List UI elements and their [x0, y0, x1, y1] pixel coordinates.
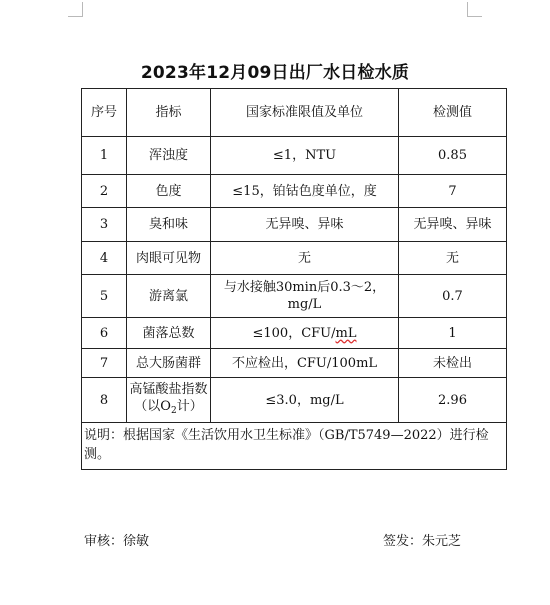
indicator-subscript: 2: [170, 405, 177, 416]
table-row: [82, 242, 507, 275]
serial-cell: 5: [82, 275, 127, 318]
serial-cell: 3: [82, 208, 127, 242]
serial-cell: 6: [82, 318, 127, 349]
header-limit: 国家标准限值及单位: [211, 89, 399, 137]
serial-cell: 1: [82, 137, 127, 175]
value-cell: 7: [399, 175, 507, 208]
limit-text: ≤100，CFU/: [252, 325, 336, 341]
header-value: 检测值: [399, 89, 507, 137]
reviewer-signature: 审核：徐敏: [84, 534, 150, 549]
limit-cell: ≤1，NTU: [211, 137, 399, 175]
value-cell: 无异嗅、异味: [399, 208, 507, 242]
limit-cell: ≤3.0，mg/L: [211, 378, 399, 423]
table-row: [82, 378, 507, 423]
table-row: [82, 175, 507, 208]
indicator-cell: 浑浊度: [127, 137, 211, 175]
indicator-cell: [127, 378, 211, 423]
issuer-signature: 签发：朱元芝: [383, 534, 462, 549]
indicator-cell: 臭和味: [127, 208, 211, 242]
limit-line-2: mg/L: [287, 297, 322, 312]
table-row: [82, 349, 507, 378]
note-row: [82, 423, 507, 470]
value-cell: 1: [399, 318, 507, 349]
indicator-cell: 色度: [127, 175, 211, 208]
limit-unit-spellcheck: mL: [335, 325, 357, 341]
limit-cell: 不应检出，CFU/100mL: [211, 349, 399, 378]
indicator-line-2-post: 计）: [176, 398, 203, 414]
page-corner-mark-left: [68, 2, 83, 17]
page-corner-mark-right: [467, 2, 482, 17]
table-row: [82, 137, 507, 175]
value-cell: 0.85: [399, 137, 507, 175]
header-indicator: 指标: [127, 89, 211, 137]
limit-cell: 无异嗅、异味: [211, 208, 399, 242]
limit-cell: [211, 275, 399, 318]
indicator-cell: 肉眼可见物: [127, 242, 211, 275]
limit-cell: ≤15，铂钴色度单位，度: [211, 175, 399, 208]
indicator-cell: 总大肠菌群: [127, 349, 211, 378]
value-cell: 无: [399, 242, 507, 275]
water-quality-table: [81, 88, 507, 470]
header-serial: 序号: [82, 89, 127, 137]
limit-line-1: 与水接触30min后0.3～2，: [223, 280, 386, 295]
indicator-line-2-pre: （以O: [134, 398, 171, 414]
table-row: [82, 318, 507, 349]
value-cell: 2.96: [399, 378, 507, 423]
indicator-cell: 菌落总数: [127, 318, 211, 349]
serial-cell: 2: [82, 175, 127, 208]
table-row: [82, 208, 507, 242]
document-title: 2023年12月09日出厂水日检水质: [140, 63, 410, 83]
serial-cell: 4: [82, 242, 127, 275]
indicator-line-1: 高锰酸盐指数: [129, 381, 208, 397]
value-cell: 0.7: [399, 275, 507, 318]
limit-cell: [211, 318, 399, 349]
indicator-cell: 游离氯: [127, 275, 211, 318]
table-row: [82, 275, 507, 318]
serial-cell: 7: [82, 349, 127, 378]
value-cell: 未检出: [399, 349, 507, 378]
serial-cell: 8: [82, 378, 127, 423]
note-text: 说明：根据国家《生活饮用水卫生标准》（GB/T5749—2022）进行检测。: [82, 423, 507, 470]
table-header-row: [82, 89, 507, 137]
limit-cell: 无: [211, 242, 399, 275]
